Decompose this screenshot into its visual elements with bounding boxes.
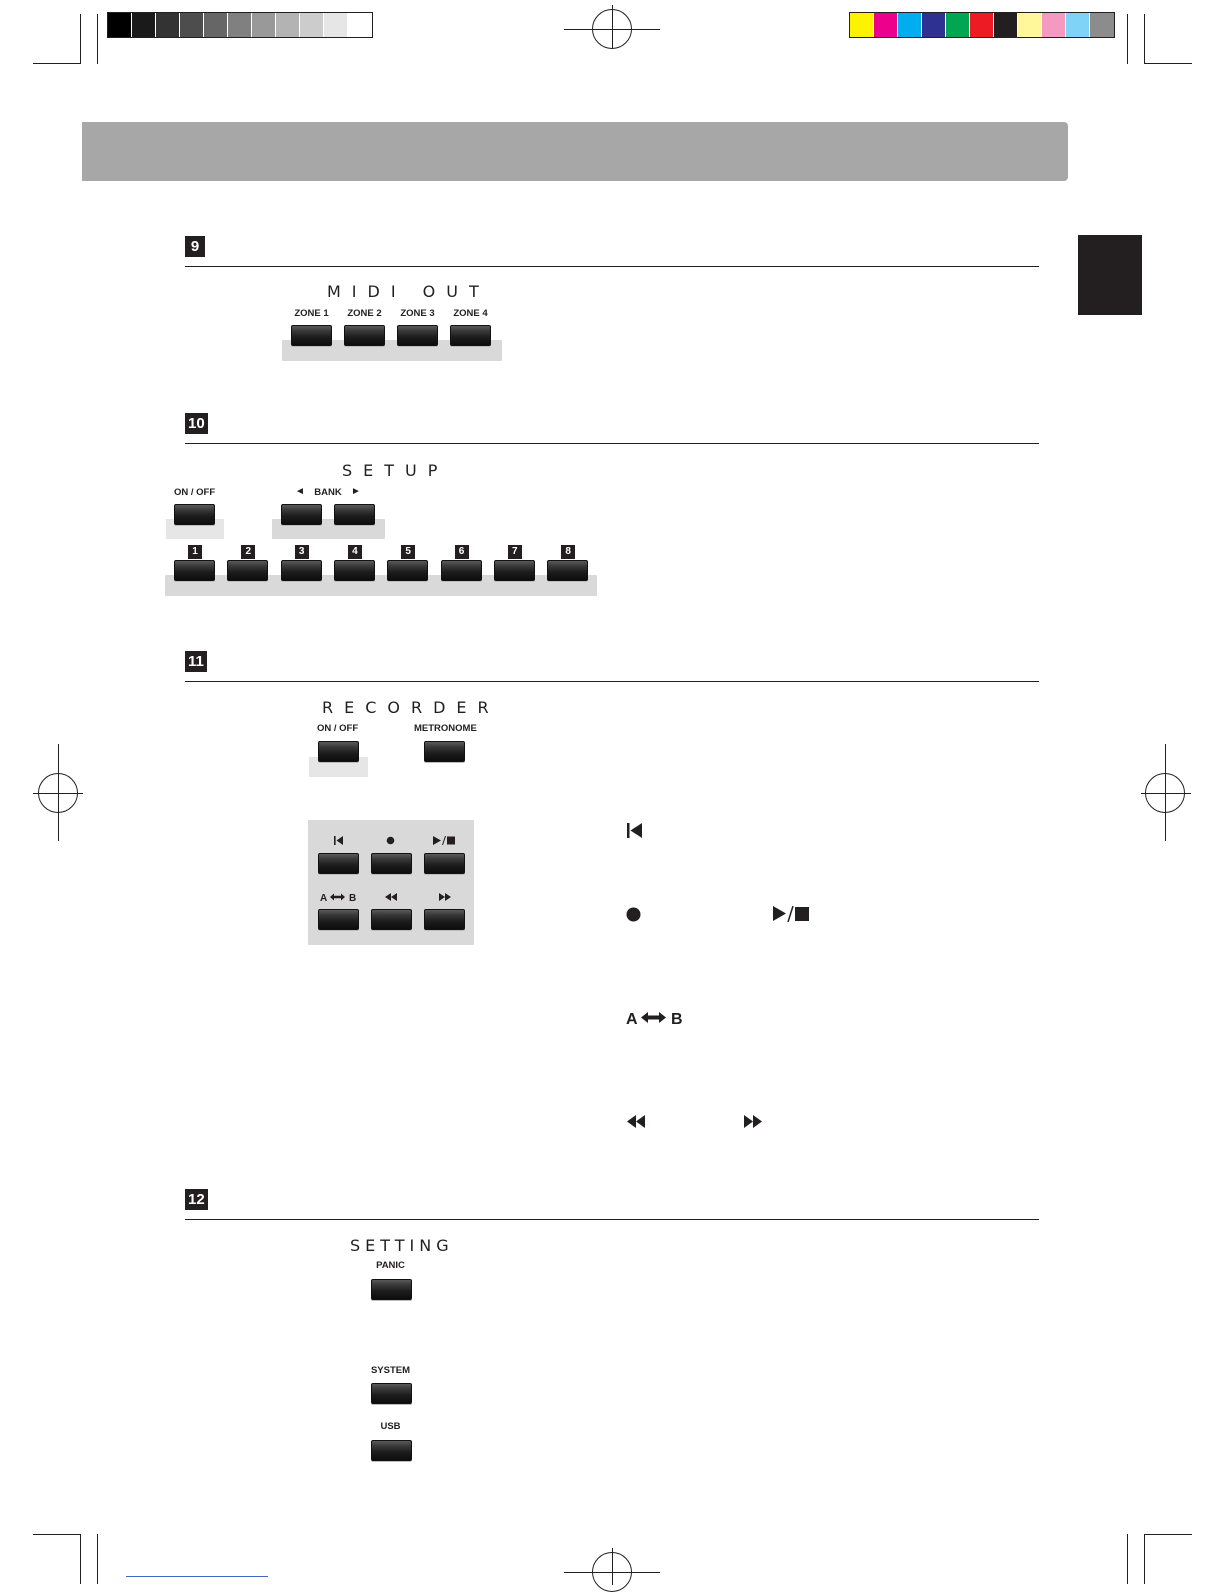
skip-to-start-icon xyxy=(627,823,643,838)
bank-down-button[interactable] xyxy=(281,504,322,525)
zone-3-button[interactable] xyxy=(397,325,438,346)
panel-title-setting: SETTING xyxy=(350,1236,454,1255)
gray-swatch xyxy=(132,13,156,37)
section-number-11: 11 xyxy=(185,651,207,672)
process-color-bar xyxy=(849,12,1115,38)
gray-swatch xyxy=(180,13,204,37)
setup-memory-number-badge: 1 xyxy=(188,545,202,559)
ab-repeat-button[interactable] xyxy=(318,909,359,930)
recorder-on-off-button[interactable] xyxy=(318,741,359,762)
gray-swatch xyxy=(156,13,180,37)
rewind-icon xyxy=(385,893,397,901)
ab-repeat-icon xyxy=(320,892,358,902)
fast-forward-button[interactable] xyxy=(424,909,465,930)
panel-title-midi-out: MIDI OUT xyxy=(327,282,490,301)
play-stop-icon xyxy=(773,906,811,922)
zone-4-label: ZONE 4 xyxy=(453,308,488,319)
reset-button[interactable] xyxy=(318,853,359,874)
gray-swatch xyxy=(108,13,132,37)
section-number-9: 9 xyxy=(185,236,205,257)
side-chapter-tab xyxy=(1078,235,1142,315)
zone-2-label: ZONE 2 xyxy=(347,308,382,319)
setup-memory-button-7[interactable] xyxy=(494,560,535,581)
gray-swatch xyxy=(324,13,348,37)
zone-2-button[interactable] xyxy=(344,325,385,346)
zone-4-button[interactable] xyxy=(450,325,491,346)
section-number-12: 12 xyxy=(185,1189,208,1210)
zone-1-button[interactable] xyxy=(291,325,332,346)
setup-memory-button-1[interactable] xyxy=(174,560,215,581)
bank-label: BANK xyxy=(314,487,342,498)
zone-1-label: ZONE 1 xyxy=(294,308,329,319)
gray-swatch xyxy=(300,13,324,37)
system-button[interactable] xyxy=(371,1383,412,1404)
setup-memory-number-badge: 8 xyxy=(561,545,575,559)
grayscale-color-bar xyxy=(107,12,373,38)
panic-label: PANIC xyxy=(376,1260,405,1271)
color-swatch xyxy=(1018,13,1042,37)
color-swatch xyxy=(850,13,874,37)
svg-text:A: A xyxy=(626,1011,638,1027)
setup-memory-button-8[interactable] xyxy=(547,560,588,581)
bank-right-arrow-icon: ► xyxy=(351,486,361,497)
ab-repeat-icon xyxy=(626,1009,684,1027)
footer-link-underline xyxy=(126,1576,268,1577)
color-swatch xyxy=(1090,13,1114,37)
chapter-header-bar xyxy=(82,122,1068,181)
section-number-10: 10 xyxy=(185,413,208,434)
setup-memory-button-3[interactable] xyxy=(281,560,322,581)
zone-3-label: ZONE 3 xyxy=(400,308,435,319)
setup-memory-number-badge: 4 xyxy=(348,545,362,559)
gray-swatch xyxy=(252,13,276,37)
setup-memory-button-6[interactable] xyxy=(441,560,482,581)
rewind-button[interactable] xyxy=(371,909,412,930)
gray-swatch xyxy=(276,13,300,37)
record-icon xyxy=(626,907,641,922)
section-rule xyxy=(185,266,1039,267)
color-swatch xyxy=(946,13,970,37)
gray-swatch xyxy=(348,13,372,37)
skip-to-start-icon xyxy=(334,836,344,845)
usb-label: USB xyxy=(380,1421,401,1432)
record-icon xyxy=(386,836,395,845)
color-swatch xyxy=(922,13,946,37)
metronome-label: METRONOME xyxy=(414,723,477,734)
usb-button[interactable] xyxy=(371,1440,412,1461)
panic-button[interactable] xyxy=(371,1279,412,1300)
color-swatch xyxy=(1042,13,1066,37)
panel-title-recorder: RECORDER xyxy=(322,698,500,717)
svg-text:A: A xyxy=(320,893,328,902)
setup-memory-button-5[interactable] xyxy=(387,560,428,581)
setup-memory-number-badge: 2 xyxy=(241,545,255,559)
color-swatch xyxy=(898,13,922,37)
gray-swatch xyxy=(228,13,252,37)
play-stop-button[interactable] xyxy=(424,853,465,874)
section-rule xyxy=(185,1219,1039,1220)
color-swatch xyxy=(994,13,1018,37)
color-swatch xyxy=(1066,13,1090,37)
bank-up-button[interactable] xyxy=(334,504,375,525)
fast-forward-icon xyxy=(744,1115,762,1128)
color-swatch xyxy=(970,13,994,37)
setup-on-off-label: ON / OFF xyxy=(174,487,216,498)
gray-swatch xyxy=(204,13,228,37)
rewind-icon xyxy=(627,1115,645,1128)
setup-memory-number-badge: 3 xyxy=(295,545,309,559)
setup-memory-number-badge: 7 xyxy=(508,545,522,559)
play-stop-icon xyxy=(433,836,456,845)
recorder-on-off-label: ON / OFF xyxy=(317,723,359,734)
record-button[interactable] xyxy=(371,853,412,874)
fast-forward-icon xyxy=(439,893,451,901)
setup-memory-number-badge: 5 xyxy=(401,545,415,559)
section-rule xyxy=(185,681,1039,682)
color-swatch xyxy=(874,13,898,37)
system-label: SYSTEM xyxy=(370,1365,411,1376)
setup-memory-button-4[interactable] xyxy=(334,560,375,581)
panel-title-setup: SETUP xyxy=(342,461,449,480)
metronome-button[interactable] xyxy=(424,741,465,762)
svg-text:B: B xyxy=(349,893,357,902)
setup-memory-button-2[interactable] xyxy=(227,560,268,581)
section-rule xyxy=(185,443,1039,444)
bank-left-arrow-icon: ◄ xyxy=(295,486,305,497)
svg-text:B: B xyxy=(671,1011,683,1027)
setup-memory-number-badge: 6 xyxy=(455,545,469,559)
setup-on-off-button[interactable] xyxy=(174,504,215,525)
